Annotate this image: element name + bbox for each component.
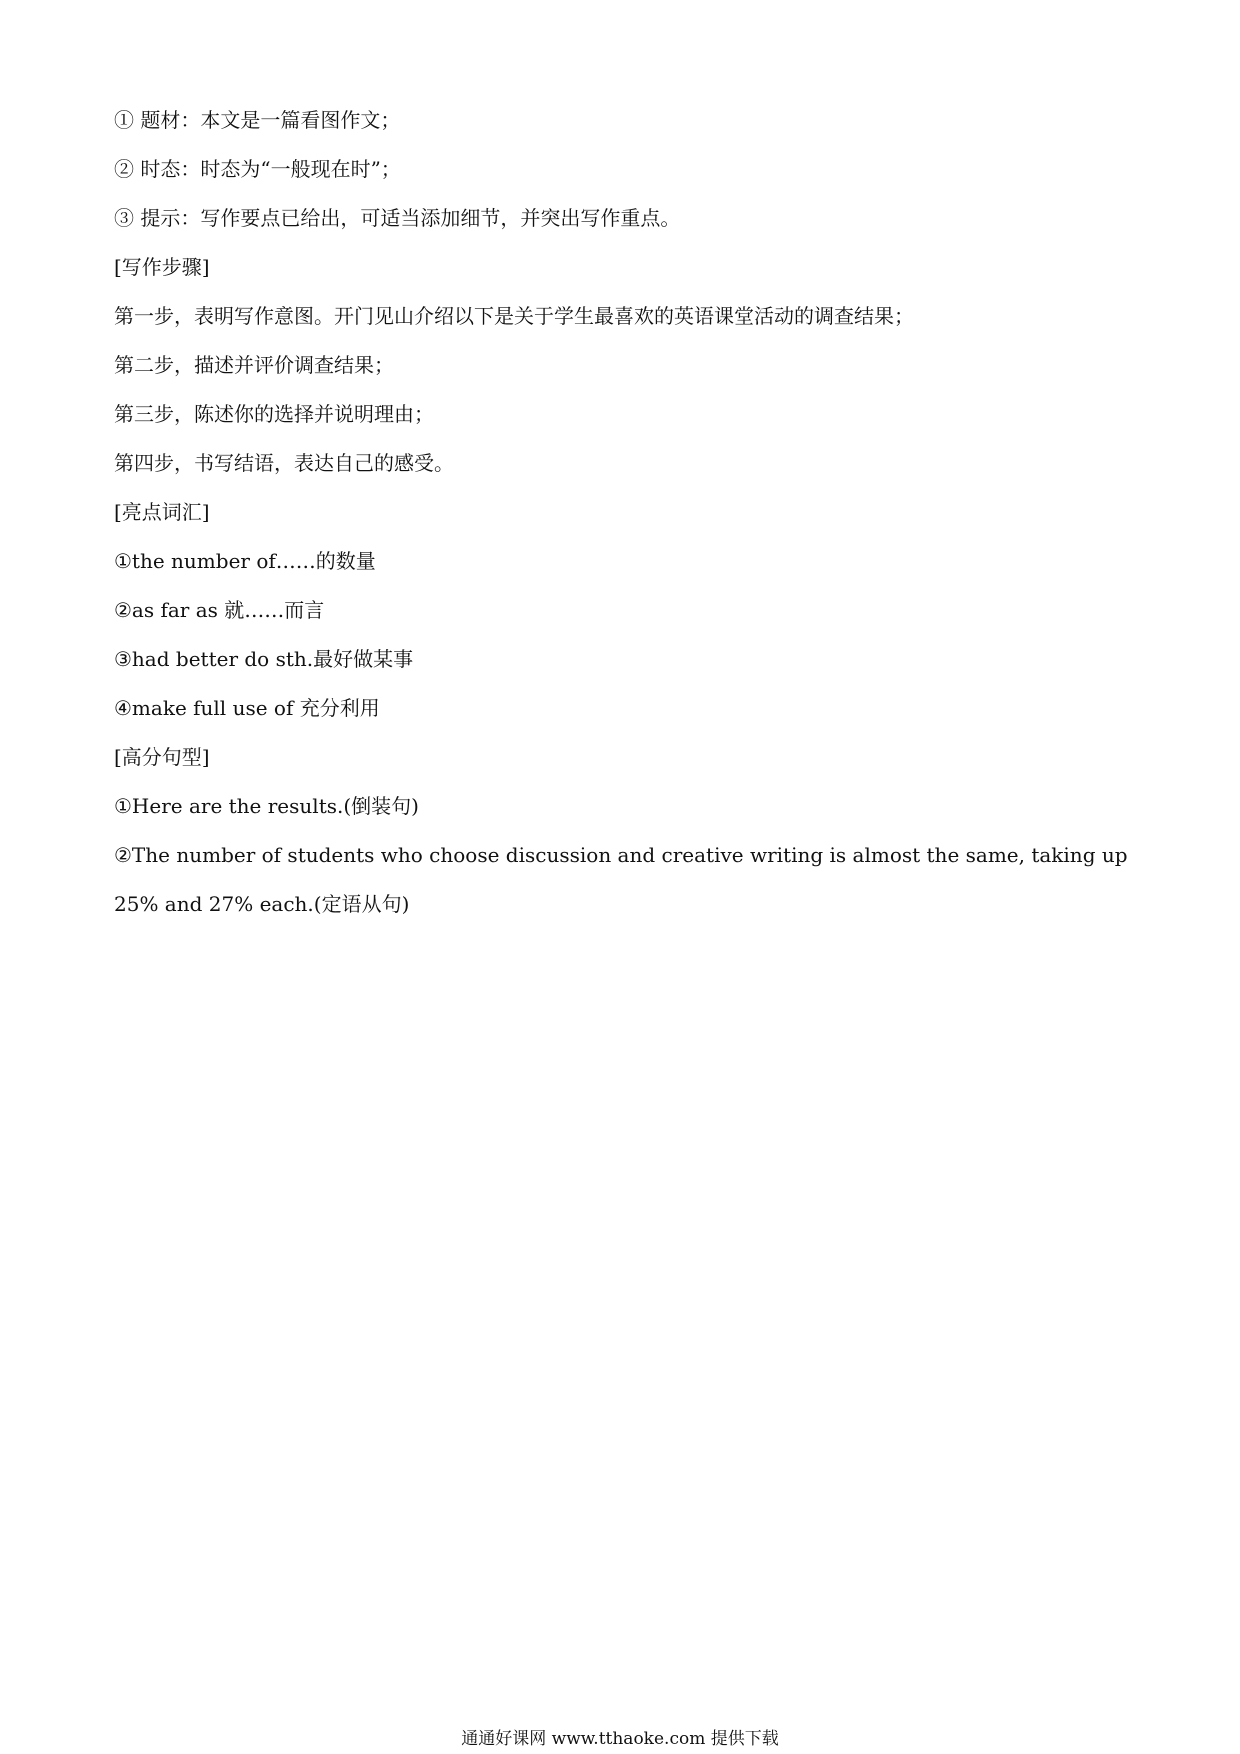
- step-1: 第一步，表明写作意图。开门见山介绍以下是关于学生最喜欢的英语课堂活动的调查结果；: [114, 304, 914, 328]
- step-4: 第四步，书写结语，表达自己的感受。: [114, 451, 454, 475]
- page-footer: 通通好课网 www.tthaoke.com 提供下载: [461, 1729, 779, 1749]
- note-tense: ② 时态：时态为“一般现在时”；: [114, 157, 401, 181]
- step-3: 第三步，陈述你的选择并说明理由；: [114, 402, 434, 426]
- section-heading-sentence-patterns: [高分句型]: [114, 745, 210, 769]
- sentence-pattern-1: ①Here are the results.(倒装句): [114, 794, 419, 818]
- vocab-item-4: ④make full use of 充分利用: [114, 696, 380, 720]
- vocab-item-1: ①the number of……的数量: [114, 549, 376, 573]
- vocab-item-3: ③had better do sth.最好做某事: [114, 647, 414, 671]
- section-heading-writing-steps: [写作步骤]: [114, 255, 210, 279]
- sentence-pattern-2: ②The number of students who choose discussion and creative writing is almost the same, taking up 25% and 27% each.(定语从句): [114, 843, 1128, 916]
- note-hint: ③ 提示：写作要点已给出，可适当添加细节，并突出写作重点。: [114, 206, 681, 230]
- section-heading-vocabulary: [亮点词汇]: [114, 500, 210, 524]
- step-2: 第二步，描述并评价调查结果；: [114, 353, 394, 377]
- vocab-item-2: ②as far as 就……而言: [114, 598, 325, 622]
- document-body: [114, 96, 1134, 929]
- note-topic: ① 题材：本文是一篇看图作文；: [114, 108, 401, 132]
